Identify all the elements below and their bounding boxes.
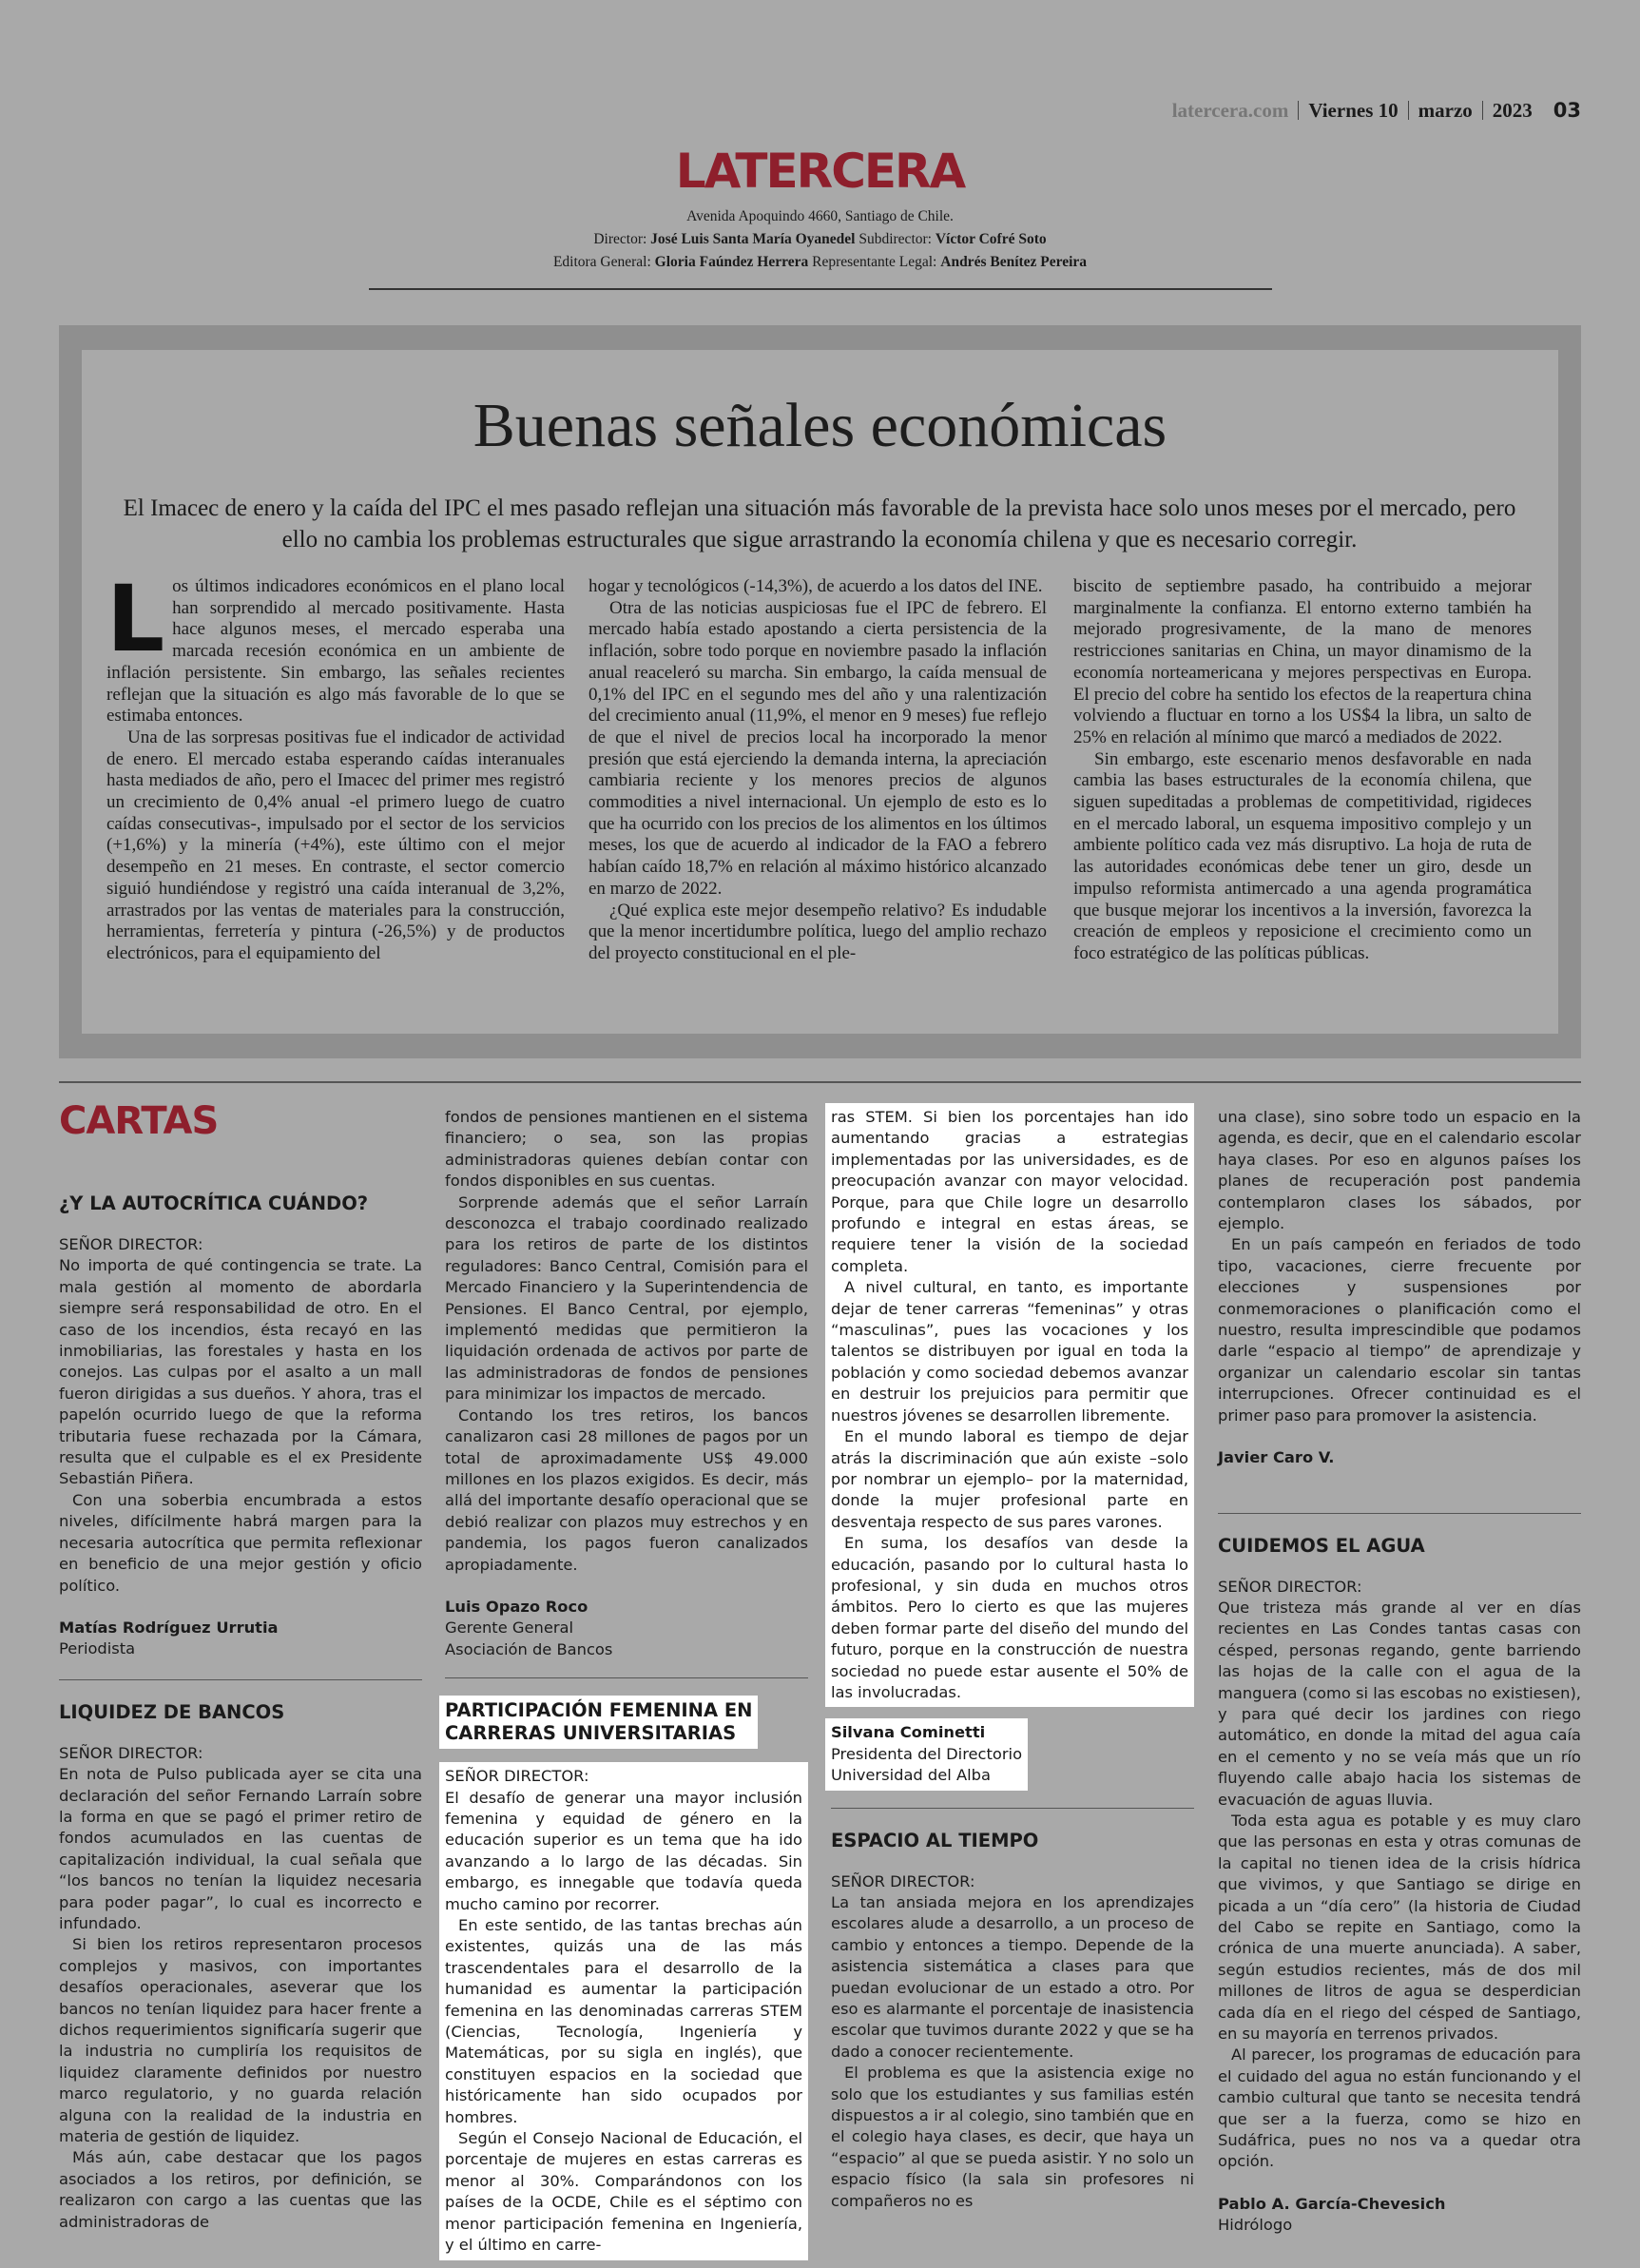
- subdirector-name: Víctor Cofré Soto: [935, 231, 1047, 247]
- letter-signature: Luis Opazo Roco: [445, 1597, 588, 1616]
- letter-signature: Javier Caro V.: [1218, 1448, 1335, 1467]
- newspaper-logo: LATERCERA: [675, 144, 965, 199]
- letter-signature: Silvana Cominetti: [831, 1723, 986, 1742]
- editorial-paragraph: Una de las sorpresas positivas fue el indicador de actividad de enero. El mercado estaba esperando caídas interanuales hasta mediados de año, pero el Imacec del primer mes registró un crecimiento de 0,4% anual -el primero luego de cuatro caídas consecutivas-, impulsado por el sector de los servicios (+1,6%) y la minería (+4%), este último con el mejor desempeño en 21 meses. En contraste, el sector comercio siguió hundiéndose y registró una caída interanual de 3,2%, arrastrados por las ventas de materiales para la construcción, herramientas, ferretería y pintura (-26,5%) y de productos electrónicos, para el equipamiento del: [106, 727, 565, 963]
- letter-signer-role: Presidenta del Directorio: [831, 1744, 1023, 1763]
- letters-column-2: [445, 1107, 808, 2260]
- letter-paragraph: Según el Consejo Nacional de Educación, el porcentaje de mujeres en estas carreras es menor al 30%. Comparándonos con los países de la OCDE, Chile es el séptimo con menor participación femenina en Ingeniería, y el último en carre-: [445, 2129, 802, 2255]
- editorial-paragraph: Sin embargo, este escenario menos desfavorable en nada cambia las bases estructurales de la economía chilena, que siguen supeditadas a problemas de competitividad, rigideces en el mercado laboral, un esquema impositivo complejo y un ambiente político cada vez más disruptivo. La hoja de ruta de las autoridades económicas debe tener un giro, desde un impulso reformista antimercado a una agenda programática que busque mejorar los incentivos a la inversión, favorezca la creación de empleos y reposicione el crecimiento como un foco estratégico de las políticas públicas.: [1073, 748, 1532, 963]
- letter-title: ¿Y LA AUTOCRÍTICA CUÁNDO?: [59, 1192, 369, 1214]
- letter-title: LIQUIDEZ DE BANCOS: [59, 1700, 285, 1723]
- divider: [1408, 101, 1409, 120]
- letter-title: CUIDEMOS EL AGUA: [1218, 1534, 1425, 1557]
- masthead-rule: [369, 288, 1272, 290]
- editor-name: Gloria Faúndez Herrera: [654, 254, 809, 270]
- date-day: Viernes 10: [1308, 99, 1399, 122]
- divider: [1482, 101, 1483, 120]
- editorial-box: [59, 325, 1581, 1058]
- editorial-inner: [82, 350, 1558, 1034]
- editorial-headline: Buenas señales económicas: [473, 391, 1167, 460]
- letter-signature-box: [825, 1718, 1028, 1790]
- page-number: 03: [1553, 99, 1581, 122]
- editorial-paragraph: Otra de las noticias auspiciosas fue el IPC de febrero. El mercado había estado apostando a cierta persistencia de la inflación, sobre todo porque en noviembre pasado la inflación anual reaceleró su marcha. Sin embargo, la caída mensual de 0,1% del IPC en el segundo mes del año y una ralentización del crecimiento anual (11,9%, el menor en 9 meses) fue reflejo de que el nivel de precios local ha incorporado la menor presión que está ejerciendo la demanda interna, la apreciación cambiaria reciente y los menores precios de algunos commodities a nivel internacional. Un ejemplo de esto es lo que ha ocurrido con los precios de los alimentos en los últimos meses, los que de acuerdo al indicador de la FAO a febrero habían caído 18,7% en relación al máximo histórico alcanzado en marzo de 2022.: [588, 597, 1047, 899]
- masthead: [0, 143, 1640, 274]
- letter-divider: [1218, 1513, 1581, 1514]
- letters-column-3: [831, 1103, 1194, 2212]
- editorial-paragraph: hogar y tecnológicos (-14,3%), de acuerdo a los datos del INE.: [588, 576, 1043, 596]
- letter-signer-org: Universidad del Alba: [831, 1766, 991, 1785]
- letter-title: ESPACIO AL TIEMPO: [831, 1829, 1039, 1851]
- director-name: José Luis Santa María Oyanedel: [650, 231, 856, 247]
- editorial-dek: El Imacec de enero y la caída del IPC el mes pasado reflejan una situación más favorable de la prevista hace solo unos meses por el mercado, pero ello no cambia los problemas estructurales que sigue arrastrando la economía chilena y que es necesario corregir.: [123, 495, 1516, 552]
- letter-signer-role: Gerente General: [445, 1619, 574, 1638]
- letter-paragraph: ras STEM. Si bien los porcentajes han ido aumentando gracias a estrategias implementadas por las universidades, es de preocupación avanzar con mayor velocidad. Porque, para que Chile logre un desarrollo profundo e integral en estas áreas, se requiere tener la visión de la sociedad completa.: [831, 1108, 1188, 1275]
- letter-paragraph: El desafío de generar una mayor inclusión femenina y equidad de género en la educación superior es un tema que ha ido avanzando a lo largo de las décadas. Sin embargo, es innegable que todavía queda mucho camino por recorrer.: [445, 1788, 802, 1913]
- letter-paragraph: fondos de pensiones mantienen en el sistema financiero; o sea, son las propias administradoras quienes debían contar con fondos disponibles en sus cuentas.: [445, 1108, 808, 1191]
- editorial-column-1: [106, 566, 565, 965]
- legal-label: Representante Legal:: [812, 254, 937, 270]
- staff-line-2: [0, 251, 1640, 274]
- salutation: SEÑOR DIRECTOR:: [831, 1871, 975, 1890]
- salutation: SEÑOR DIRECTOR:: [59, 1235, 203, 1253]
- salutation: SEÑOR DIRECTOR:: [445, 1767, 589, 1786]
- letter-paragraph: Si bien los retiros representaron procesos complejos y masivos, con importantes desafíos operacionales, aseverar que los bancos no tenían liquidez para hacer frente a dichos requerimientos significaría sugerir que la industria no cumpliría los requisitos de liquidez claramente definidos por nuestro marco regulatorio, y no guarda relación alguna con la realidad de la industria en materia de gestión de liquidez.: [59, 1935, 422, 2146]
- letter-divider: [831, 1808, 1194, 1809]
- letter-paragraph: Toda esta agua es potable y es muy claro que las personas en esta y otras comunas de la capital no tienen idea de la crisis hídrica que vivimos, y que Santiago se dirige en picada a un “día cero” (la historia de Ciudad del Cabo se repite en Santiago, como la crónica de una muerte anunciada). A saber, según estudios recientes, más de dos mil millones de litros de agua se desperdician cada día en el riego del césped de Santiago, en su mayoría en terrenos privados.: [1218, 1811, 1581, 2044]
- divider: [1298, 101, 1299, 120]
- address: Avenida Apoquindo 4660, Santiago de Chile.: [686, 208, 954, 224]
- letter-paragraph: Con una soberbia encumbrada a estos niveles, difícilmente habrá margen para la necesaria autocrítica que permita reflexionar en beneficio de una mejor gestión y oficio político.: [59, 1490, 422, 1595]
- letter-divider: [445, 1677, 808, 1678]
- letter-signer-role: Periodista: [59, 1639, 136, 1658]
- letter-title-box: [439, 1696, 758, 1749]
- editorial-paragraph: Los últimos indicadores económicos en el plano local han sorprendido al mercado positivamente. Hasta hace algunos meses, el mercado esperaba una marcada recesión económica en un ambiente de inflación persistente. Sin embargo, las señales recientes reflejan que la situación es algo más favorable de lo que se estimaba entonces.: [106, 566, 565, 727]
- letter-paragraph: En nota de Pulso publicada ayer se cita una declaración del señor Fernando Larraín sobre la forma en que se pagó el primer retiro de fondos acumulados en las cuentas de capitalización individual, la cual señala que “los bancos no tenían la liquidez necesaria para poder pagar”, lo cual es incorrecto e infundado.: [59, 1765, 422, 1932]
- letter-paragraph: No importa de qué contingencia se trate. La mala gestión al momento de abordarla siempre será responsabilidad de otro. En el caso de los incendios, ésta recayó en las inmobiliarias, las forestales y hasta en los conejos. Las culpas por el asalto a un mall fueron dirigidas a sus dueños. Y ahora, tras el papelón ocurrido luego de que la reforma tributaria fuese rechazada por la Cámara, resulta que el culpable es el ex Presidente Sebastián Piñera.: [59, 1256, 422, 1488]
- section-rule: [59, 1081, 1581, 1083]
- letter-paragraph: La tan ansiada mejora en los aprendizajes escolares alude a desarrollo, a un proceso de cambio y entonces a tiempo. Depende de la asistencia sistemática a clases para que puedan evolucionar de un estado a otro. Por eso es alarmante el porcentaje de inasistencia escolar que tuvimos durante 2022 y que se ha dado a conocer recientemente.: [831, 1893, 1194, 2061]
- letter-title-line-2: CARRERAS UNIVERSITARIAS: [445, 1722, 737, 1745]
- letter-signer-role: Hidrólogo: [1218, 2216, 1293, 2235]
- salutation: SEÑOR DIRECTOR:: [1218, 1577, 1362, 1596]
- letter-paragraph: El problema es que la asistencia exige no solo que los estudiantes y sus familias estén dispuestos a ir al colegio, sino también que en el colegio haya clases, es decir, que haya un “espacio” al que se pueda asistir. Y no solo un espacio físico (la sala sin profesores ni compañeros no es: [831, 2064, 1194, 2210]
- editorial-column-3: [1073, 576, 1532, 965]
- letter-paragraph: En suma, los desafíos van desde la educación, pasando por lo cultural hasta lo profesional, y sin duda en muchos otros ámbitos. Pero lo cierto es que las mujeres deben formar parte del diseño del mundo del futuro, porque en la construcción de nuestra sociedad no puede estar ausente el 50% de las involucradas.: [831, 1534, 1188, 1701]
- editorial-paragraph: biscito de septiembre pasado, ha contribuido a mejorar marginalmente la confianza. El entorno externo también ha mejorado progresivamente, de la mano de menores restricciones sanitarias en China, un mayor dinamismo de la economía norteamericana y mejores perspectivas en Europa. El precio del cobre ha sentido los efectos de la reapertura china volviendo a fluctuar en torno a los US$4 la libra, un salto de 25% en relación al mínimo que marcó a mediados de 2022.: [1073, 576, 1532, 747]
- site-name: latercera.com: [1171, 99, 1289, 122]
- date-month: marzo: [1418, 99, 1473, 122]
- subdirector-label: Subdirector:: [859, 231, 932, 247]
- letter-paragraph: Al parecer, los programas de educación para el cuidado del agua no están funcionando y el cambio cultural que tanto se necesita tendrá que ser a la fuerza, como se hizo en Sudáfrica, pues no nos va a quedar otra opción.: [1218, 2045, 1581, 2171]
- letter-title-line-1: PARTICIPACIÓN FEMENINA EN: [445, 1699, 753, 1722]
- letter-paragraph: En un país campeón en feriados de todo tipo, vacaciones, cierre frecuente por elecciones y suspensiones por conmemoraciones o planificación como el nuestro, resulta imprescindible que podamos darle “espacio al tiempo” de aprendizaje y organizar un calendario escolar sin tantas interrupciones. Ofrecer continuidad es el primer paso para promover la asistencia.: [1218, 1235, 1581, 1425]
- drop-cap: L: [106, 566, 165, 672]
- date-year: 2023: [1492, 99, 1533, 122]
- section-title-cartas: CARTAS: [59, 1099, 219, 1143]
- legal-name: Andrés Benítez Pereira: [940, 254, 1088, 270]
- salutation: SEÑOR DIRECTOR:: [59, 1743, 203, 1762]
- letter-body-box: [825, 1103, 1194, 1707]
- staff-line-1: [0, 228, 1640, 251]
- letter-paragraph: una clase), sino sobre todo un espacio en la agenda, es decir, que en el calendario escolar haya clases. Por eso en algunos países los planes de recuperación post pandemia contemplaron clases los sábados, por ejemplo.: [1218, 1108, 1581, 1233]
- letter-paragraph: Contando los tres retiros, los bancos canalizaron casi 28 millones de pagos por un total de aproximadamente US$ 49.000 millones en los plazos exigidos. Es decir, más allá del importante desafío operacional que se debió realizar con plazos muy estrechos y en pandemia, los pagos fueron canalizados apropiadamente.: [445, 1405, 808, 1574]
- editorial-paragraph: ¿Qué explica este mejor desempeño relativo? Es indudable que la menor incertidumbre política, luego del amplio rechazo del proyecto constitucional en el ple-: [588, 900, 1047, 963]
- letter-paragraph: A nivel cultural, en tanto, es importante dejar de tener carreras “femeninas” y otras “masculinas”, pues las vocaciones y los talentos se distribuyen por igual en toda la población y como sociedad debemos avanzar en destruir los prejuicios para permitir que nuestros jóvenes se desarrollen libremente.: [831, 1278, 1188, 1425]
- page-header-line: [1172, 99, 1581, 123]
- letter-paragraph: En el mundo laboral es tiempo de dejar atrás la discriminación que aún existe –solo por nombrar un ejemplo– por la maternidad, donde la mujer profesional parte en desventaja respecto de sus pares varones.: [831, 1427, 1188, 1531]
- letters-column-4: [1218, 1107, 1581, 2237]
- editorial-column-2: [588, 576, 1047, 965]
- letter-signer-org: Asociación de Bancos: [445, 1639, 613, 1658]
- letter-paragraph: Que tristeza más grande al ver en días recientes en Las Condes tantas casas con césped, personas regando, gente barriendo las hojas de la calle con el agua de la manguera (como si las escobas no existiesen), y para qué decir los jardines con riego automático, en donde la mitad del agua caía en el cemento y no se veía más que un río fluyendo calle abajo hacia los sistemas de evacuación de aguas lluvia.: [1218, 1598, 1581, 1809]
- letter-paragraph: Sorprende además que el señor Larraín desconozca el trabajo coordinado realizado para los retiros de parte de los distintos reguladores: Banco Central, Comisión para el Mercado Financiero y la Superintendencia de Pensiones. El Banco Central, por ejemplo, implementó medidas que permitieron la liquidación ordenada de activos por parte de las administradoras de fondos de pensiones para minimizar los impactos de mercado.: [445, 1192, 808, 1404]
- letter-divider: [59, 1679, 422, 1680]
- letter-paragraph: En este sentido, de las tantas brechas aún existentes, quizás una de las más trascendentales para el desarrollo de la humanidad es aumentar la participación femenina en las denominadas carreras STEM (Ciencias, Tecnología, Ingeniería y Matemáticas, por su sigla en inglés), que constituyen espacios en la sociedad que históricamente han sido ocupados por hombres.: [445, 1916, 802, 2126]
- letter-body-box: [439, 1762, 808, 2259]
- letter-signature: Matías Rodríguez Urrutia: [59, 1618, 279, 1637]
- letter-signature: Pablo A. García-Chevesich: [1218, 2194, 1446, 2213]
- letter-paragraph: Más aún, cabe destacar que los pagos asociados a los retiros, por definición, se realizaron con cargo a las cuentas que las administradoras de: [59, 2148, 422, 2231]
- director-label: Director:: [593, 231, 647, 247]
- letters-column-1: [59, 1192, 422, 2233]
- editor-label: Editora General:: [552, 254, 651, 270]
